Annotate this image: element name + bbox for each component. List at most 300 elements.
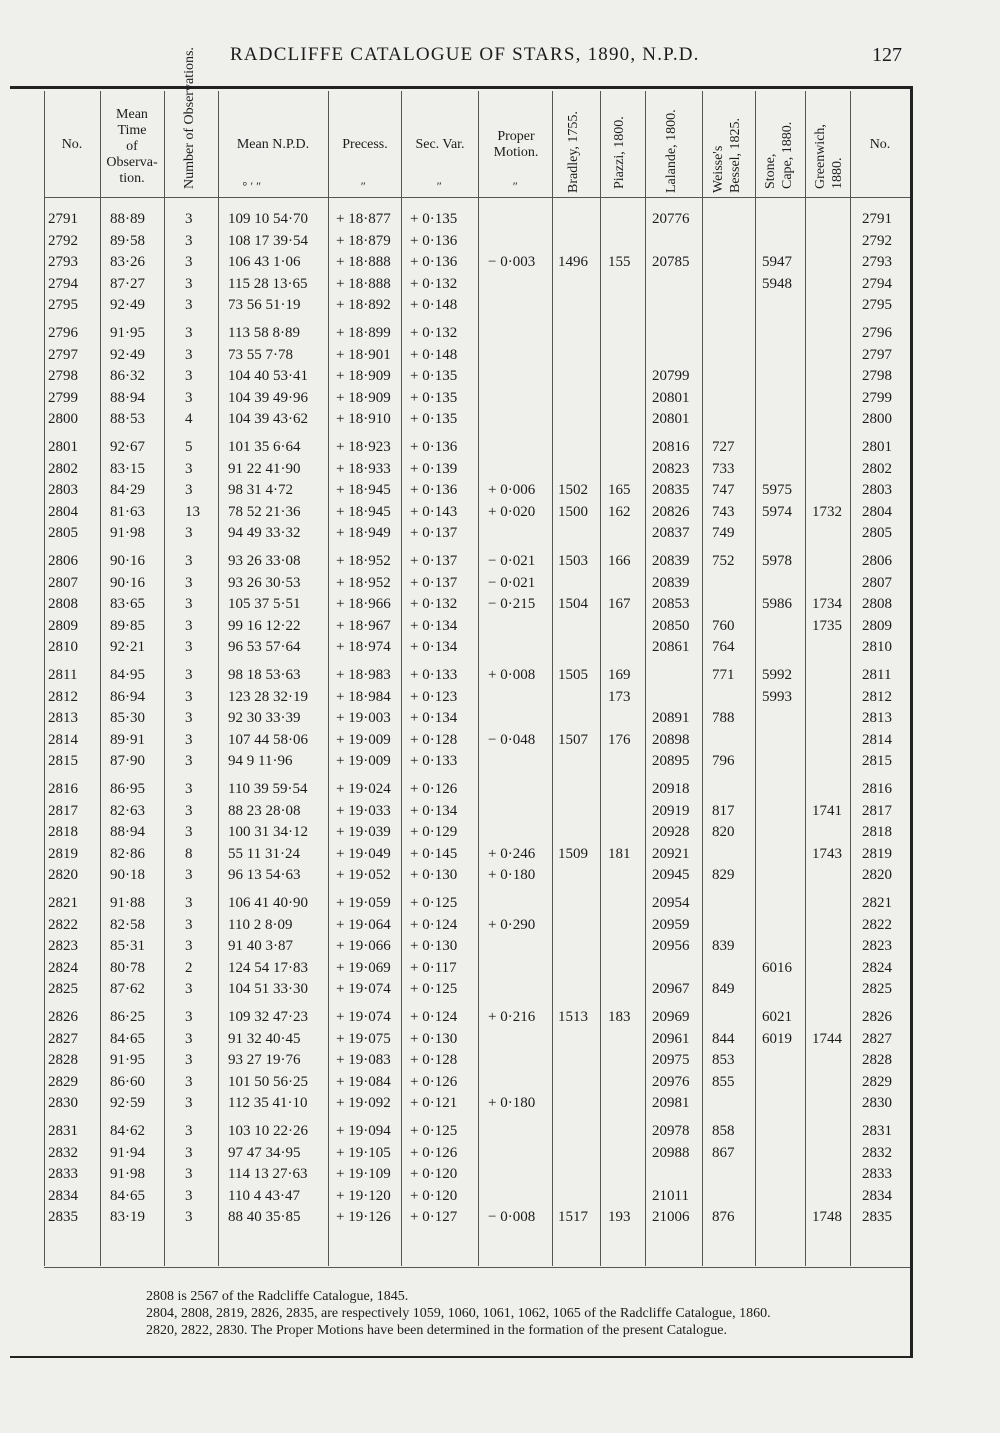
- num-observations: 3: [185, 1095, 193, 1112]
- table-row: [10, 1209, 910, 1231]
- row-number: 2817: [48, 802, 78, 819]
- mean-npd: 104 51 33·30: [228, 981, 308, 998]
- precession: + 19·003: [336, 710, 391, 727]
- greenwich-ref: 1748: [812, 1209, 842, 1226]
- weisse-ref: 858: [712, 1123, 735, 1139]
- row-number-right: 2831: [862, 1123, 892, 1139]
- num-observations: 3: [185, 254, 193, 271]
- mean-time: 84·29: [110, 482, 145, 499]
- row-number: 2801: [48, 439, 78, 455]
- row-number: 2798: [48, 368, 78, 385]
- mean-time-line: Observa-: [106, 155, 158, 170]
- weisse-ref: 844: [712, 1030, 735, 1047]
- num-observations: 3: [185, 368, 193, 385]
- secular-variation: + 0·133: [410, 667, 458, 683]
- header-rule: [44, 197, 910, 198]
- col-header-precess: Precess.: [342, 137, 388, 152]
- mean-time: 87·62: [110, 981, 145, 998]
- row-number: 2807: [48, 574, 78, 591]
- mean-npd: 93 27 19·76: [228, 1052, 301, 1069]
- num-observations: 3: [185, 1123, 193, 1139]
- weisse-ref: 771: [712, 667, 735, 683]
- table-row: [10, 596, 910, 618]
- row-number-right: 2824: [862, 959, 892, 976]
- secular-variation: + 0·124: [410, 916, 458, 933]
- mean-npd: 109 32 47·23: [228, 1009, 308, 1025]
- bradley-ref: 1505: [558, 667, 588, 683]
- row-number: 2803: [48, 482, 78, 499]
- proper-motion: − 0·021: [488, 574, 536, 591]
- proper-motion: − 0·008: [488, 1209, 536, 1226]
- row-number: 2800: [48, 411, 78, 428]
- secular-variation: + 0·128: [410, 1052, 458, 1069]
- mean-time: 82·63: [110, 802, 145, 819]
- num-observations: 3: [185, 346, 193, 363]
- weisse-ref: 727: [712, 439, 735, 455]
- precession: + 18·945: [336, 503, 391, 520]
- col-header-proper-motion: [480, 129, 552, 161]
- row-number-right: 2818: [862, 824, 892, 841]
- proper-line: Proper: [497, 129, 535, 144]
- row-number: 2808: [48, 596, 78, 613]
- mean-time: 86·25: [110, 1009, 145, 1025]
- precession: + 18·899: [336, 325, 391, 341]
- secular-variation: + 0·132: [410, 275, 458, 292]
- mean-time: 84·62: [110, 1123, 145, 1139]
- row-number: 2822: [48, 916, 78, 933]
- lalande-ref: 20921: [652, 845, 690, 862]
- weisse-ref: 867: [712, 1144, 735, 1161]
- stone-ref: 5978: [762, 553, 792, 569]
- col-header-stone: [762, 122, 796, 189]
- secular-variation: + 0·137: [410, 553, 458, 569]
- row-number: 2814: [48, 731, 78, 748]
- precession: + 18·923: [336, 439, 391, 455]
- num-observations: 3: [185, 916, 193, 933]
- num-observations: 13: [185, 503, 200, 520]
- row-number-right: 2799: [862, 389, 892, 406]
- precession: + 19·105: [336, 1144, 391, 1161]
- row-number-right: 2795: [862, 297, 892, 314]
- mean-npd: 93 26 30·53: [228, 574, 301, 591]
- row-number-right: 2829: [862, 1073, 892, 1090]
- num-observations: 3: [185, 482, 193, 499]
- secular-variation: + 0·137: [410, 525, 458, 542]
- row-number-right: 2820: [862, 867, 892, 884]
- precession: + 19·059: [336, 895, 391, 911]
- row-number-right: 2807: [862, 574, 892, 591]
- precession: + 19·009: [336, 753, 391, 770]
- num-observations: 3: [185, 1166, 193, 1183]
- proper-motion: + 0·180: [488, 867, 536, 884]
- precession: + 18·933: [336, 460, 391, 477]
- secular-variation: + 0·125: [410, 1123, 458, 1139]
- piazzi-ref: 181: [608, 845, 631, 862]
- piazzi-ref: 176: [608, 731, 631, 748]
- mean-time: 82·58: [110, 916, 145, 933]
- row-number: 2805: [48, 525, 78, 542]
- row-number-right: 2828: [862, 1052, 892, 1069]
- running-title: RADCLIFFE CATALOGUE OF STARS, 1890, N.P.D.: [230, 44, 700, 65]
- precession: + 19·024: [336, 781, 391, 797]
- precession: + 18·966: [336, 596, 391, 613]
- row-number: 2809: [48, 617, 78, 634]
- col-header-piazzi: Piazzi, 1800.: [612, 116, 627, 189]
- greenwich-ref: 1732: [812, 503, 842, 520]
- row-number: 2830: [48, 1095, 78, 1112]
- proper-motion: − 0·021: [488, 553, 536, 569]
- mean-npd: 73 55 7·78: [228, 346, 293, 363]
- mean-npd: 110 2 8·09: [228, 916, 293, 933]
- lalande-ref: 20891: [652, 710, 690, 727]
- row-number-right: 2830: [862, 1095, 892, 1112]
- num-observations: 3: [185, 596, 193, 613]
- greenwich-line: 1880.: [830, 157, 845, 189]
- proper-line: Motion.: [493, 145, 539, 160]
- row-number: 2791: [48, 211, 78, 227]
- precession: + 19·033: [336, 802, 391, 819]
- stone-ref: 5947: [762, 254, 792, 271]
- proper-motion: + 0·008: [488, 667, 536, 683]
- row-number: 2833: [48, 1166, 78, 1183]
- row-number-right: 2794: [862, 275, 892, 292]
- stone-ref: 5974: [762, 503, 792, 520]
- precession: + 19·049: [336, 845, 391, 862]
- precession: + 18·909: [336, 389, 391, 406]
- secular-variation: + 0·136: [410, 254, 458, 271]
- row-number: 2799: [48, 389, 78, 406]
- table-row: [10, 1166, 910, 1188]
- weisse-ref: 853: [712, 1052, 735, 1069]
- table-row: [10, 368, 910, 390]
- table-row: [10, 732, 910, 754]
- row-number-right: 2804: [862, 503, 892, 520]
- row-number-right: 2811: [862, 667, 892, 683]
- piazzi-ref: 167: [608, 596, 631, 613]
- weisse-line: Bessel, 1825.: [728, 117, 743, 193]
- row-number-right: 2834: [862, 1187, 892, 1204]
- lalande-ref: 20976: [652, 1073, 690, 1090]
- table-row: [10, 211, 910, 233]
- mean-time: 87·27: [110, 275, 145, 292]
- table-row: [10, 254, 910, 276]
- secvar-unit: ″: [436, 179, 441, 193]
- row-number-right: 2817: [862, 802, 892, 819]
- bradley-ref: 1503: [558, 553, 588, 569]
- num-observations: 3: [185, 460, 193, 477]
- row-number: 2819: [48, 845, 78, 862]
- table-row: [10, 525, 910, 547]
- mean-npd: 104 40 53·41: [228, 368, 308, 385]
- table-row: [10, 1009, 910, 1031]
- row-number: 2826: [48, 1009, 78, 1025]
- precession: + 19·083: [336, 1052, 391, 1069]
- secular-variation: + 0·127: [410, 1209, 458, 1226]
- mean-npd: 96 13 54·63: [228, 867, 301, 884]
- table-row: [10, 325, 910, 347]
- page-header: [0, 44, 1000, 74]
- table-row: [10, 753, 910, 775]
- row-number-right: 2812: [862, 688, 892, 705]
- mean-time: 90·16: [110, 574, 145, 591]
- secular-variation: + 0·125: [410, 895, 458, 911]
- mean-time: 85·31: [110, 938, 145, 955]
- greenwich-ref: 1744: [812, 1030, 842, 1047]
- stone-ref: 5986: [762, 596, 792, 613]
- weisse-ref: 817: [712, 802, 735, 819]
- mean-time: 90·16: [110, 553, 145, 569]
- secular-variation: + 0·133: [410, 753, 458, 770]
- mean-time: 91·95: [110, 1052, 145, 1069]
- footnote: 2820, 2822, 2830. The Proper Motions have been determined in the formation of the present Catalogue.: [146, 1323, 727, 1338]
- lalande-ref: 20839: [652, 553, 690, 569]
- mean-time-line: tion.: [119, 171, 145, 186]
- row-number-right: 2796: [862, 325, 892, 341]
- mean-npd: 98 31 4·72: [228, 482, 293, 499]
- row-number-right: 2798: [862, 368, 892, 385]
- secular-variation: + 0·148: [410, 346, 458, 363]
- mean-time: 92·59: [110, 1095, 145, 1112]
- num-observations: 3: [185, 1073, 193, 1090]
- lalande-ref: 20837: [652, 525, 690, 542]
- stone-ref: 5993: [762, 688, 792, 705]
- mean-time-line: Mean: [116, 107, 148, 122]
- footnote: 2804, 2808, 2819, 2826, 2835, are respectively 1059, 1060, 1061, 1062, 1065 of the Radcliffe Catalogue, 1860.: [146, 1306, 771, 1321]
- precession: + 18·974: [336, 639, 391, 656]
- num-observations: 3: [185, 688, 193, 705]
- stone-ref: 5975: [762, 482, 792, 499]
- row-number: 2797: [48, 346, 78, 363]
- secular-variation: + 0·135: [410, 211, 458, 227]
- table-row: [10, 504, 910, 526]
- weisse-ref: 855: [712, 1073, 735, 1090]
- row-number-right: 2825: [862, 981, 892, 998]
- row-number-right: 2792: [862, 232, 892, 249]
- mean-npd: 73 56 51·19: [228, 297, 301, 314]
- lalande-ref: 20785: [652, 254, 690, 271]
- precession: + 18·892: [336, 297, 391, 314]
- mean-time: 82·86: [110, 845, 145, 862]
- precession: + 18·901: [336, 346, 391, 363]
- secular-variation: + 0·137: [410, 574, 458, 591]
- table-row: [10, 981, 910, 1003]
- bradley-ref: 1496: [558, 254, 588, 271]
- piazzi-ref: 183: [608, 1009, 631, 1025]
- precession: + 18·984: [336, 688, 391, 705]
- secular-variation: + 0·120: [410, 1166, 458, 1183]
- stone-line: Cape, 1880.: [780, 121, 795, 189]
- weisse-ref: 749: [712, 525, 735, 542]
- num-observations: 3: [185, 1144, 193, 1161]
- mean-time: 91·94: [110, 1144, 145, 1161]
- mean-npd: 103 10 22·26: [228, 1123, 308, 1139]
- mean-time: 80·78: [110, 959, 145, 976]
- piazzi-ref: 193: [608, 1209, 631, 1226]
- piazzi-ref: 173: [608, 688, 631, 705]
- proper-motion: + 0·216: [488, 1009, 536, 1025]
- stone-ref: 5992: [762, 667, 792, 683]
- mean-time: 91·95: [110, 325, 145, 341]
- table-row: [10, 553, 910, 575]
- mean-time: 92·67: [110, 439, 145, 455]
- proper-motion: + 0·020: [488, 503, 536, 520]
- num-observations: 3: [185, 1030, 193, 1047]
- greenwich-ref: 1741: [812, 802, 842, 819]
- mean-time: 88·89: [110, 211, 145, 227]
- mean-npd: 110 39 59·54: [228, 781, 308, 797]
- row-number-right: 2833: [862, 1166, 892, 1183]
- proper-unit: ″: [512, 179, 517, 193]
- row-number-right: 2810: [862, 639, 892, 656]
- table-row: [10, 1074, 910, 1096]
- col-header-num-obs: Number of Observations.: [182, 47, 197, 189]
- secular-variation: + 0·134: [410, 639, 458, 656]
- mean-time: 84·65: [110, 1030, 145, 1047]
- mean-time: 83·65: [110, 596, 145, 613]
- lalande-ref: 20816: [652, 439, 690, 455]
- precession: + 18·910: [336, 411, 391, 428]
- mean-time: 90·18: [110, 867, 145, 884]
- lalande-ref: 20850: [652, 617, 690, 634]
- table-row: [10, 575, 910, 597]
- piazzi-ref: 166: [608, 553, 631, 569]
- mean-npd: 113 58 8·89: [228, 325, 300, 341]
- table-row: [10, 803, 910, 825]
- precession: + 18·909: [336, 368, 391, 385]
- table-row: [10, 482, 910, 504]
- col-header-mean-time: [102, 107, 162, 187]
- bradley-ref: 1507: [558, 731, 588, 748]
- mean-npd: 93 26 33·08: [228, 553, 301, 569]
- precession: + 19·120: [336, 1187, 391, 1204]
- table-row: [10, 439, 910, 461]
- lalande-ref: 20839: [652, 574, 690, 591]
- num-observations: 4: [185, 411, 193, 428]
- secular-variation: + 0·136: [410, 439, 458, 455]
- proper-motion: + 0·180: [488, 1095, 536, 1112]
- row-number-right: 2808: [862, 596, 892, 613]
- row-number: 2827: [48, 1030, 78, 1047]
- secular-variation: + 0·130: [410, 867, 458, 884]
- mean-npd: 99 16 12·22: [228, 617, 301, 634]
- mean-npd: 100 31 34·12: [228, 824, 308, 841]
- piazzi-ref: 155: [608, 254, 631, 271]
- num-observations: 3: [185, 617, 193, 634]
- piazzi-ref: 169: [608, 667, 631, 683]
- table-row: [10, 917, 910, 939]
- precession: + 18·983: [336, 667, 391, 683]
- lalande-ref: 21011: [652, 1187, 689, 1204]
- row-number-right: 2819: [862, 845, 892, 862]
- mean-npd: 112 35 41·10: [228, 1095, 308, 1112]
- table-row: [10, 233, 910, 255]
- secular-variation: + 0·124: [410, 1009, 458, 1025]
- row-number: 2802: [48, 460, 78, 477]
- row-number: 2810: [48, 639, 78, 656]
- secular-variation: + 0·148: [410, 297, 458, 314]
- mean-npd: 94 9 11·96: [228, 753, 293, 770]
- stone-line: Stone,: [763, 153, 778, 189]
- lalande-ref: 20988: [652, 1144, 690, 1161]
- col-header-no-right: No.: [869, 137, 891, 152]
- mean-time: 88·94: [110, 824, 145, 841]
- secular-variation: + 0·130: [410, 1030, 458, 1047]
- num-observations: 3: [185, 981, 193, 998]
- row-number-right: 2803: [862, 482, 892, 499]
- greenwich-ref: 1743: [812, 845, 842, 862]
- mean-time: 88·53: [110, 411, 145, 428]
- num-observations: 3: [185, 867, 193, 884]
- mean-npd: 107 44 58·06: [228, 731, 308, 748]
- greenwich-line: Greenwich,: [813, 124, 828, 189]
- row-number: 2794: [48, 275, 78, 292]
- row-number-right: 2823: [862, 938, 892, 955]
- secular-variation: + 0·128: [410, 731, 458, 748]
- num-observations: 3: [185, 938, 193, 955]
- mean-npd: 88 40 35·85: [228, 1209, 301, 1226]
- row-number: 2824: [48, 959, 78, 976]
- weisse-line: Weisse's: [711, 145, 726, 193]
- precession: + 19·069: [336, 959, 391, 976]
- mean-npd: 106 41 40·90: [228, 895, 308, 911]
- table-row: [10, 639, 910, 661]
- lalande-ref: 20853: [652, 596, 690, 613]
- mean-npd: 55 11 31·24: [228, 845, 300, 862]
- lalande-ref: 20801: [652, 389, 690, 406]
- mean-time: 89·58: [110, 232, 145, 249]
- piazzi-ref: 165: [608, 482, 631, 499]
- secular-variation: + 0·120: [410, 1187, 458, 1204]
- row-number: 2825: [48, 981, 78, 998]
- mean-npd: 104 39 49·96: [228, 389, 308, 406]
- precession: + 19·092: [336, 1095, 391, 1112]
- weisse-ref: 849: [712, 981, 735, 998]
- weisse-ref: 829: [712, 867, 735, 884]
- row-number: 2832: [48, 1144, 78, 1161]
- row-number: 2831: [48, 1123, 78, 1139]
- mean-npd: 91 40 3·87: [228, 938, 293, 955]
- bradley-ref: 1502: [558, 482, 588, 499]
- mean-time: 89·91: [110, 731, 145, 748]
- lalande-ref: 20945: [652, 867, 690, 884]
- lalande-ref: 20826: [652, 503, 690, 520]
- row-number: 2816: [48, 781, 78, 797]
- stone-ref: 6016: [762, 959, 792, 976]
- npd-units: ° ′ ″: [242, 179, 261, 193]
- mean-npd: 108 17 39·54: [228, 232, 308, 249]
- mean-npd: 94 49 33·32: [228, 525, 301, 542]
- mean-time: 84·95: [110, 667, 145, 683]
- secular-variation: + 0·134: [410, 617, 458, 634]
- row-number-right: 2793: [862, 254, 892, 271]
- mean-npd: 105 37 5·51: [228, 596, 301, 613]
- mean-time: 92·49: [110, 297, 145, 314]
- num-observations: 3: [185, 553, 193, 569]
- mean-time: 87·90: [110, 753, 145, 770]
- mean-time: 91·98: [110, 1166, 145, 1183]
- lalande-ref: 20961: [652, 1030, 690, 1047]
- lalande-ref: 20959: [652, 916, 690, 933]
- row-number-right: 2791: [862, 211, 892, 227]
- row-number-right: 2815: [862, 753, 892, 770]
- num-observations: 5: [185, 439, 193, 455]
- secular-variation: + 0·126: [410, 781, 458, 797]
- precession: + 19·039: [336, 824, 391, 841]
- lalande-ref: 20918: [652, 781, 690, 797]
- lalande-ref: 20895: [652, 753, 690, 770]
- mean-time: 83·26: [110, 254, 145, 271]
- mean-npd: 92 30 33·39: [228, 710, 301, 727]
